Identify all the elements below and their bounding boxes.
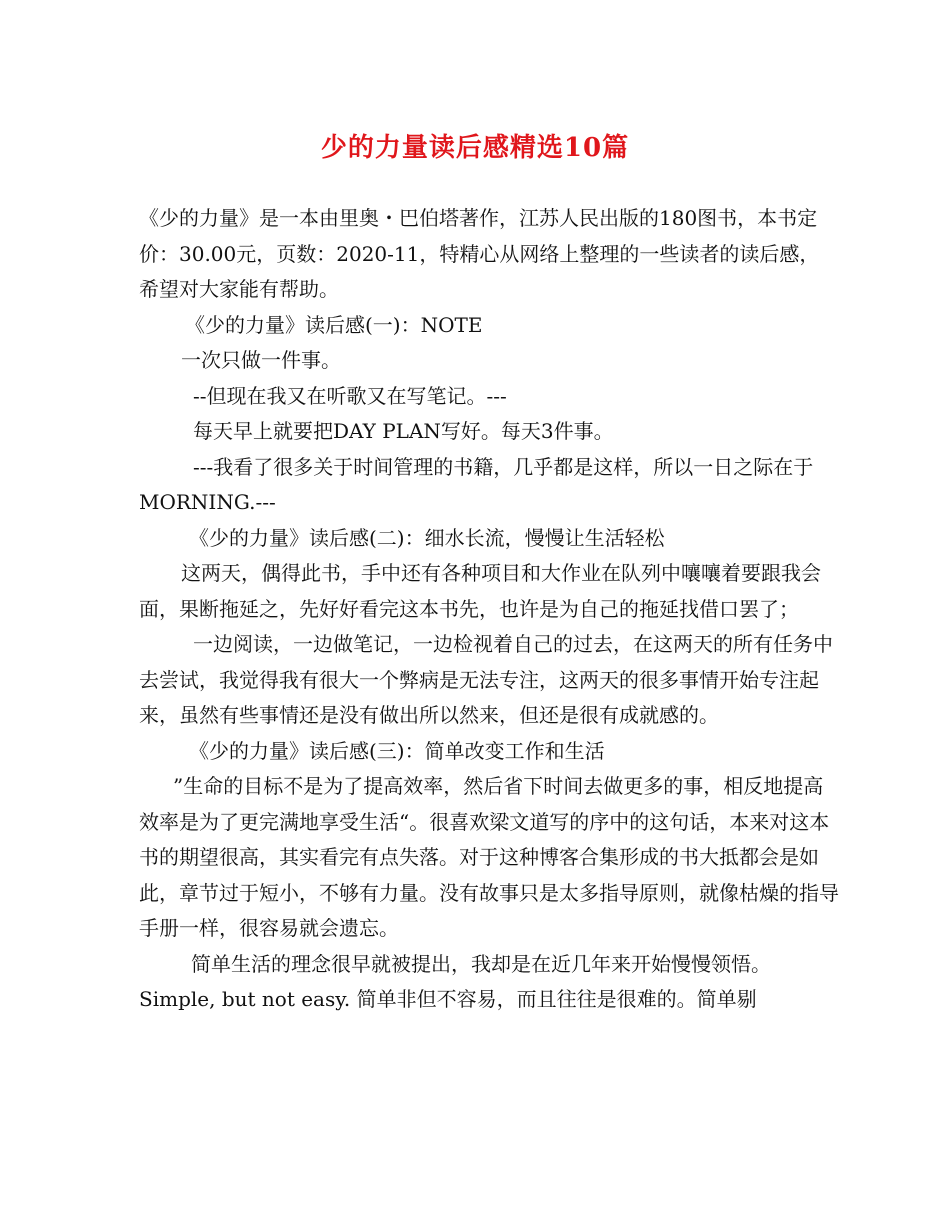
body-paragraph: 一次只做一件事。	[181, 348, 341, 372]
body-paragraph: 《少的力量》读后感(三)：简单改变工作和生活	[189, 738, 605, 763]
body-paragraph: ”生命的目标不是为了提高效率，然后省下时间去做更多的事，相反地提高效率是为了更完满地享受生活“。很喜欢梁文道写的序中的这句话，本来对这本书的期望很高，其实看完有点失落。对于这种博客合集形成的书大抵都会是如此，章节过于短小，不够有力量。没有故事只是太多指导原则，就像枯燥的指导手册一样，很容易就会遗忘。	[139, 774, 839, 940]
body-paragraph: 《少的力量》读后感(一)：NOTE	[185, 312, 483, 337]
body-paragraph: 每天早上就要把DAY PLAN写好。每天3件事。	[193, 419, 614, 443]
body-paragraph: 《少的力量》是一本由里奥・巴伯塔著作，江苏人民出版的180图书，本书定价：30.00元，页数：2020-11，特精心从网络上整理的一些读者的读后感，希望对大家能有帮助。	[139, 206, 820, 301]
document-title: 少的力量读后感精选10篇	[320, 133, 630, 163]
document-body	[139, 201, 839, 1018]
body-paragraph: --但现在我又在听歌又在写笔记。---	[193, 383, 507, 408]
body-paragraph: 简单生活的理念很早就被提出，我却是在近几年来开始慢慢领悟。Simple, but not easy. 简单非但不容易，而且往往是很难的。简单剔	[139, 951, 771, 1011]
body-paragraph: 《少的力量》读后感(二)：细水长流，慢慢让生活轻松	[189, 525, 665, 550]
body-paragraph: ---我看了很多关于时间管理的书籍，几乎都是这样，所以一日之际在于MORNING.---	[139, 454, 814, 514]
body-paragraph: 一边阅读，一边做笔记，一边检视着自己的过去，在这两天的所有任务中去尝试，我觉得我有很大一个弊病是无法专注，这两天的很多事情开始专注起来，虽然有些事情还是没有做出所以然来，但还是很有成就感的。	[139, 632, 833, 727]
body-paragraph: 这两天，偶得此书，手中还有各种项目和大作业在队列中嚷嚷着要跟我会面，果断拖延之，先好好看完这本书先，也许是为自己的拖延找借口罢了；	[139, 561, 821, 621]
